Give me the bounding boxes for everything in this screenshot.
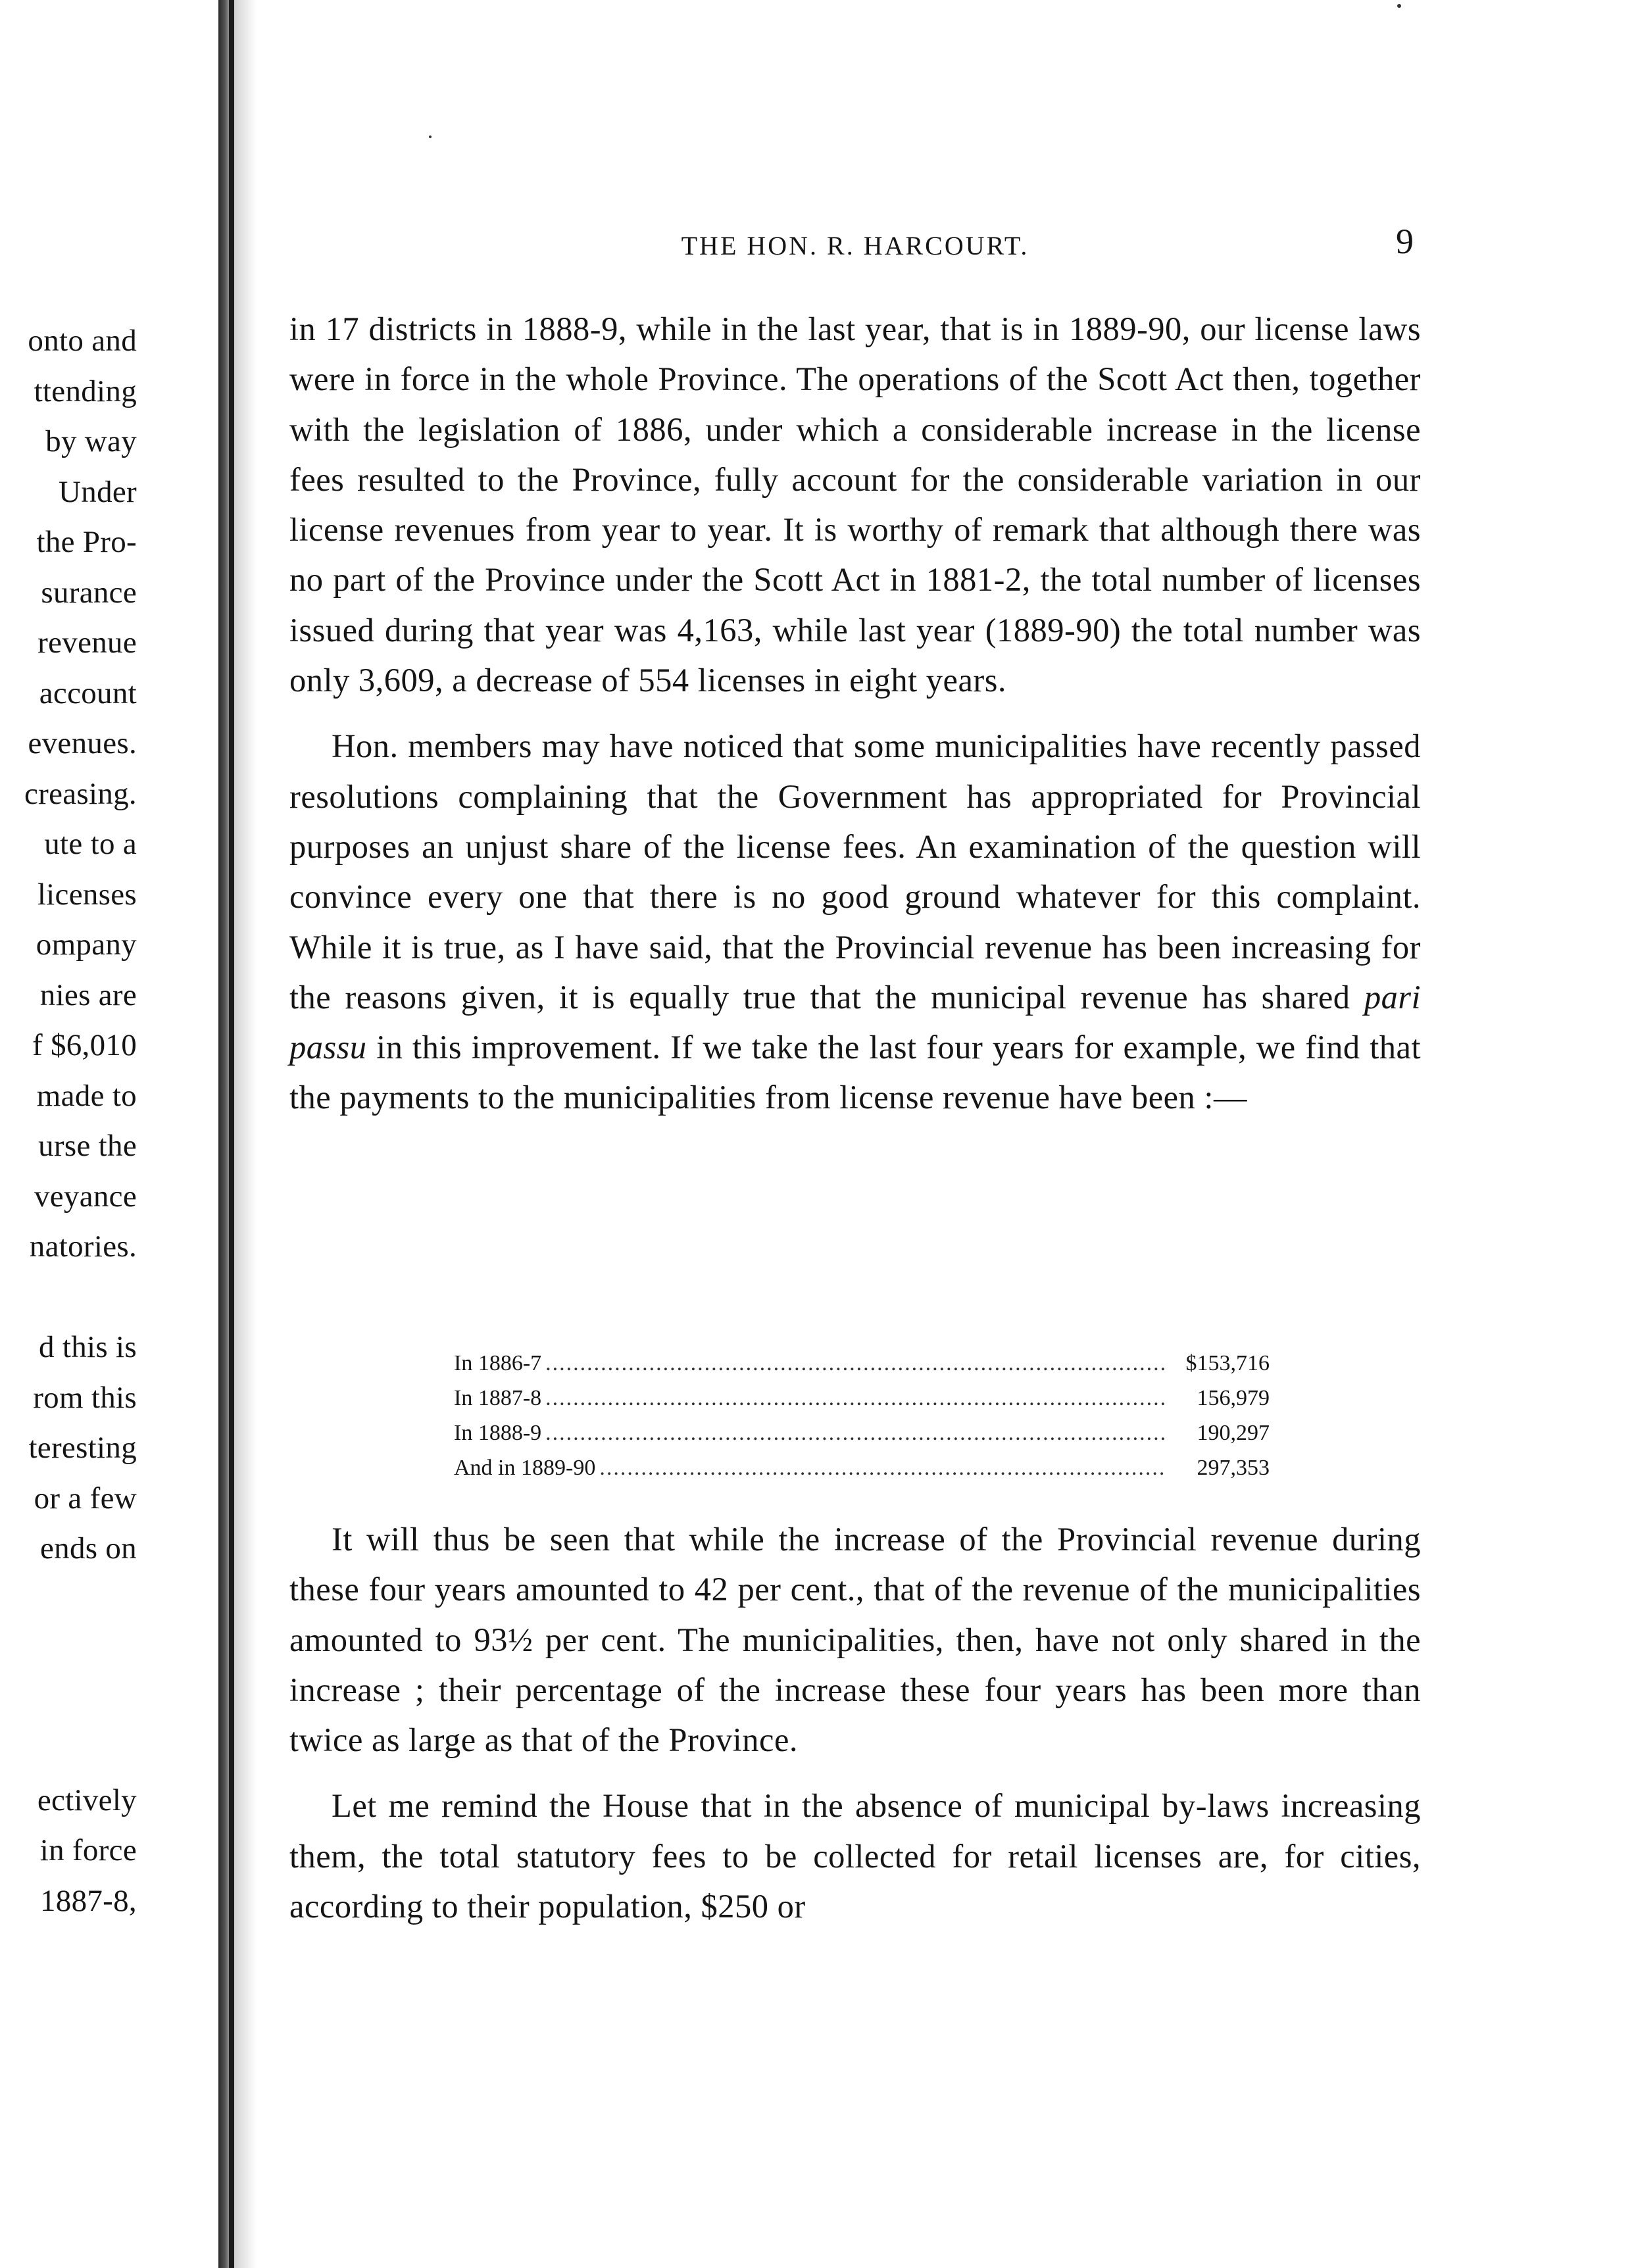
- left-fragment-line: by way: [45, 424, 137, 458]
- payment-year: In 1887-8: [454, 1386, 542, 1410]
- left-fragment-line: [0, 1272, 137, 1323]
- payment-row: [454, 1416, 1270, 1450]
- left-fragment-line: natories.: [29, 1229, 137, 1264]
- left-fragment-line: surance: [41, 575, 137, 610]
- payment-amount: 190,297: [1197, 1421, 1270, 1445]
- left-fragment-line: [0, 1675, 137, 1725]
- left-fragment-line: [0, 1725, 137, 1775]
- leader-dots: [545, 1416, 1167, 1450]
- payment-year: In 1888-9: [454, 1421, 542, 1445]
- left-fragment-line: creasing.: [24, 776, 137, 811]
- body-text-lower: [289, 1514, 1421, 1931]
- payment-row: [454, 1346, 1270, 1381]
- left-fragment-line: urse the: [38, 1129, 137, 1163]
- left-fragment-line: Under: [59, 474, 137, 509]
- body-text-upper: [289, 304, 1421, 1123]
- left-fragment-line: ends on: [39, 1531, 137, 1565]
- left-fragment-line: ttending: [34, 374, 137, 408]
- left-fragment-line: teresting: [28, 1431, 137, 1465]
- left-fragment-line: nies are: [39, 977, 137, 1012]
- left-fragment-line: ectively: [37, 1783, 137, 1817]
- left-fragment-line: or a few: [34, 1481, 137, 1516]
- payment-amount: $153,716: [1185, 1351, 1270, 1375]
- left-fragment-line: f $6,010: [32, 1028, 137, 1062]
- left-fragment-line: ompany: [36, 927, 137, 962]
- book-gutter: [218, 0, 257, 2268]
- left-fragment-line: made to: [36, 1078, 137, 1113]
- print-speck: [429, 136, 432, 138]
- paragraph-2-italic: pari passu: [289, 978, 1421, 1066]
- left-fragment-line: rom this: [33, 1380, 137, 1415]
- paragraph-2: [289, 721, 1421, 1122]
- left-fragment-line: [0, 1624, 137, 1675]
- paragraph-2-start: Hon. members may have noticed that some municipalities have recently passed resolutions complaining that the Government has appropriated for Provincial purposes an unjust share of the license fees. An examination of the question will convince every one that there is no good ground whatever for this complaint. While it is true, as I have said, that the Provincial revenue has been increasing for the reasons given, it is equally true that the municipal revenue has shared: [289, 727, 1421, 1016]
- left-fragment-line: d this is: [39, 1330, 137, 1364]
- left-page-fragments: [0, 316, 137, 1926]
- gutter-shadow-line: [229, 0, 234, 2268]
- leader-dots: [545, 1381, 1167, 1416]
- left-fragment-line: licenses: [37, 877, 137, 912]
- page-number: 9: [1396, 222, 1414, 261]
- left-fragment-line: evenues.: [28, 726, 137, 760]
- leader-dots: [599, 1450, 1167, 1485]
- payment-amount: 297,353: [1197, 1456, 1270, 1480]
- leader-dots: [545, 1346, 1167, 1381]
- left-fragment-line: onto and: [28, 324, 137, 358]
- left-fragment-line: revenue: [37, 626, 137, 660]
- left-fragment-line: [0, 1574, 137, 1625]
- payment-row: [454, 1381, 1270, 1416]
- paragraph-1: in 17 districts in 1888-9, while in the last year, that is in 1889-90, our license laws were in force in the whole Province. The operations of the Scott Act then, together with the legislation of 1886, under which a considerable increase in the license fees resulted to the Province, fully account for the considerable variation in our license revenues from year to year. It is worthy of remark that although there was no part of the Province under the Scott Act in 1881-2, the total number of licenses issued during that year was 4,163, while last year (1889-90) the total number was only 3,609, a decrease of 554 licenses in eight years.: [289, 310, 1421, 699]
- left-fragment-line: account: [39, 676, 137, 710]
- payment-row: [454, 1450, 1270, 1485]
- print-speck: [1397, 4, 1401, 8]
- left-fragment-line: veyance: [34, 1179, 137, 1214]
- left-fragment-line: 1887-8,: [39, 1883, 137, 1918]
- payments-table: [454, 1346, 1270, 1485]
- paragraph-4: Let me remind the House that in the absence of municipal by-laws increasing them, the total statutory fees to be collected for retail licenses are, for cities, according to their population, $250 or: [289, 1787, 1421, 1925]
- payment-year: In 1886-7: [454, 1351, 542, 1375]
- left-fragment-line: the Pro-: [36, 525, 137, 559]
- paragraph-3: It will thus be seen that while the increase of the Provincial revenue during these four years amounted to 42 per cent., that of the revenue of the municipalities amounted to 93½ per cent. The municipalities, then, have not only shared in the increase ; their percentage of the increase these four years has been more than twice as large as that of the Province.: [289, 1521, 1421, 1759]
- payment-year: And in 1889-90: [454, 1456, 596, 1480]
- left-fragment-line: ute to a: [44, 827, 137, 861]
- payment-amount: 156,979: [1197, 1386, 1270, 1410]
- paragraph-2-end: in this improvement. If we take the last four years for example, we find that the payments to the municipalities from license revenue have been :—: [289, 1029, 1421, 1116]
- left-fragment-line: in force: [39, 1833, 137, 1867]
- running-header: THE HON. R. HARCOURT.: [681, 231, 1029, 260]
